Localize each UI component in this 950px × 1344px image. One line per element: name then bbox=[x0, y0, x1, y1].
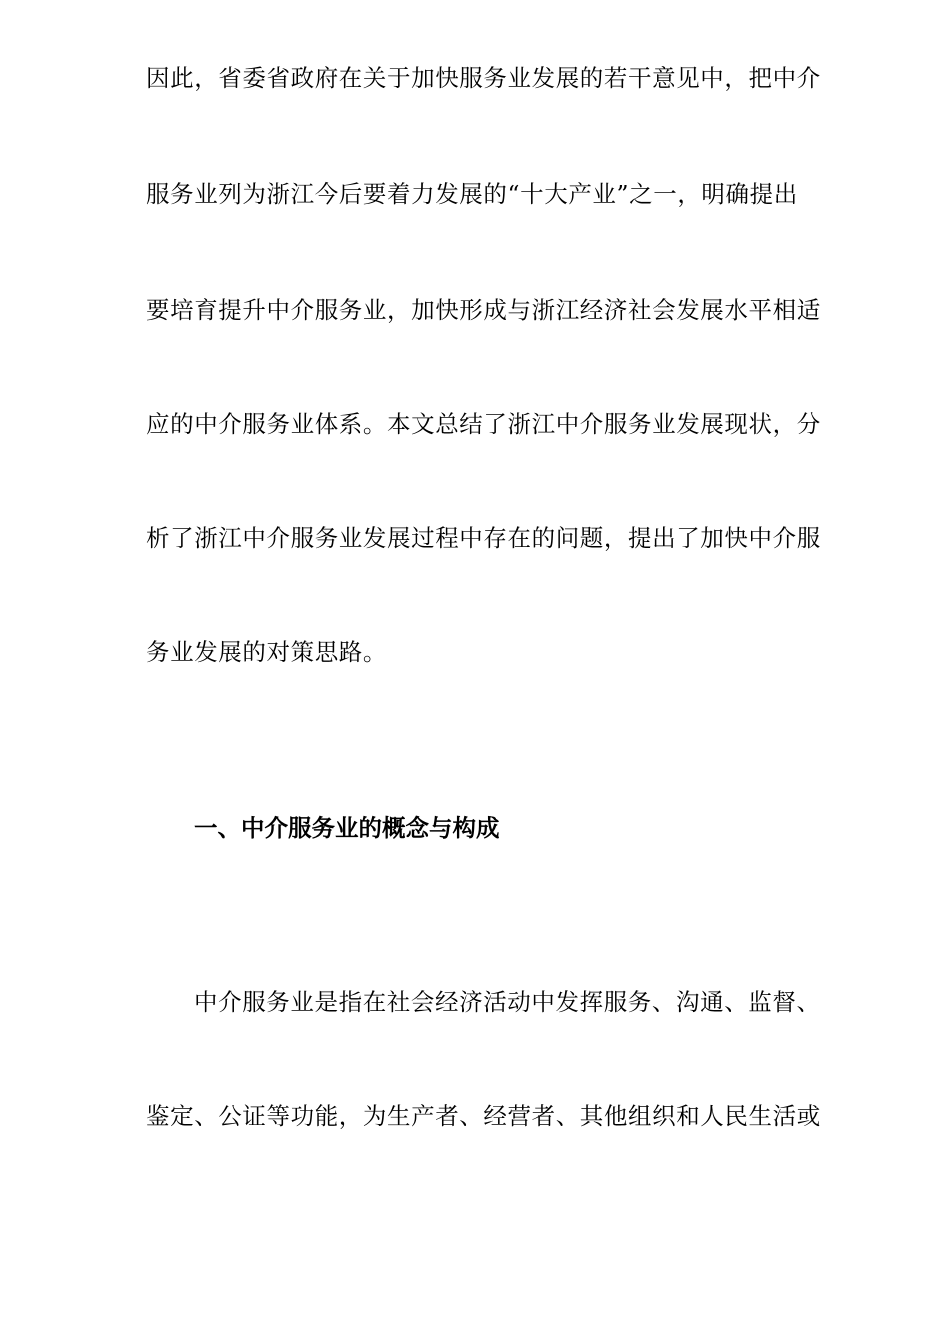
paragraph-line: 因此，省委省政府在关于加快服务业发展的若干意见中，把中介 bbox=[146, 64, 821, 92]
paragraph-line: 析了浙江中介服务业发展过程中存在的问题，提出了加快中介服 bbox=[146, 524, 821, 552]
paragraph-line: 应的中介服务业体系。本文总结了浙江中介服务业发展现状，分 bbox=[146, 410, 821, 438]
paragraph-line: 中介服务业是指在社会经济活动中发挥服务、沟通、监督、 bbox=[194, 988, 821, 1016]
paragraph-line: 务业发展的对策思路。 bbox=[146, 638, 387, 666]
section-heading: 一、中介服务业的概念与构成 bbox=[194, 814, 500, 842]
paragraph-line: 要培育提升中介服务业，加快形成与浙江经济社会发展水平相适 bbox=[146, 296, 821, 324]
paragraph-line: 服务业列为浙江今后要着力发展的“十大产业”之一，明确提出 bbox=[146, 180, 798, 208]
paragraph-line: 鉴定、公证等功能，为生产者、经营者、其他组织和人民生活或 bbox=[146, 1102, 821, 1130]
